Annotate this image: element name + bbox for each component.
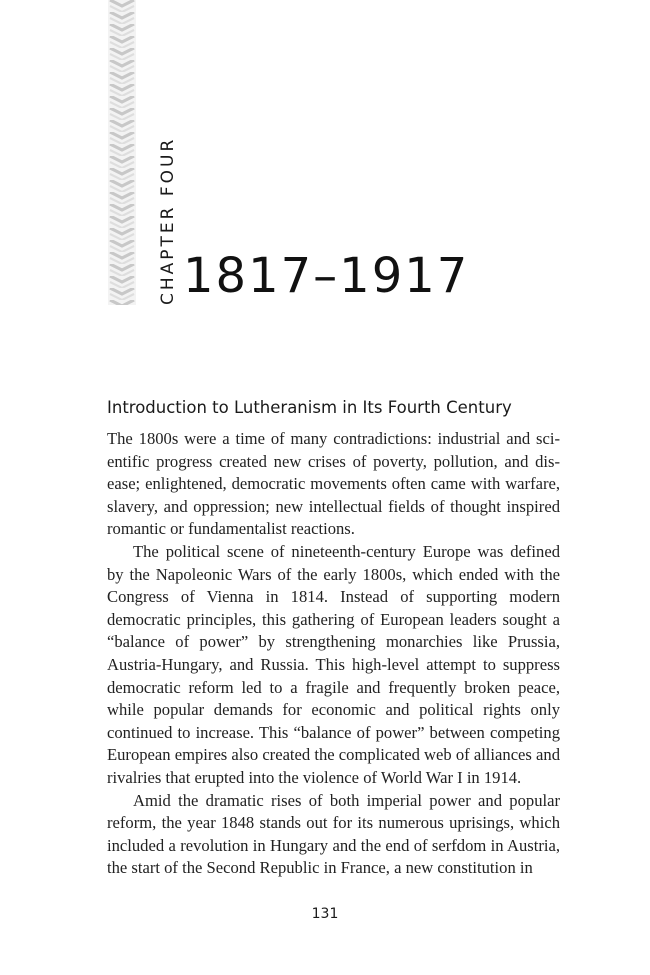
chapter-title: 1817–1917 <box>183 248 470 304</box>
chapter-label: CHAPTER FOUR <box>158 136 178 305</box>
body-text <box>107 428 560 880</box>
chevron-pattern-icon <box>108 0 136 305</box>
paragraph-2: The political scene of nineteenth-century Europe was defined by the Napoleonic Wars of the early 1800s, which ended with the Congress of Vienna in 1814. Instead of supporting modern democratic principles, this gathering of European leaders sought a “balance of power” by strengthening monarchies like Prussia, Austria-Hungary, and Russia. This high-level attempt to suppress democratic reform led to a fragile and frequently broken peace, while popular demands for economic and political rights only continued to increase. This “balance of power” between competing European empires also created the complicated web of alliances and rivalries that erupted into the violence of World War I in 1914. <box>107 541 560 787</box>
section-heading: Introduction to Lutheranism in Its Fourth Century <box>107 398 512 417</box>
paragraph-1: The 1800s were a time of many contradictions: industrial and scientific progress created new crises of poverty, pollution, and disease; enlightened, democratic movements often came with warfare, slavery, and oppression; new intellectual fields of thought inspired romantic or fundamentalist reactions. <box>107 429 560 539</box>
decorative-chevron-strip <box>108 0 136 305</box>
page-number: 131 <box>311 906 339 922</box>
paragraph-3: Amid the dramatic rises of both imperial power and popular reform, the year 1848 stands out for its numerous uprisings, which included a revolution in Hungary and the end of serfdom in Austria, the start of the Second Republic in France, a new constitution in <box>107 790 560 878</box>
